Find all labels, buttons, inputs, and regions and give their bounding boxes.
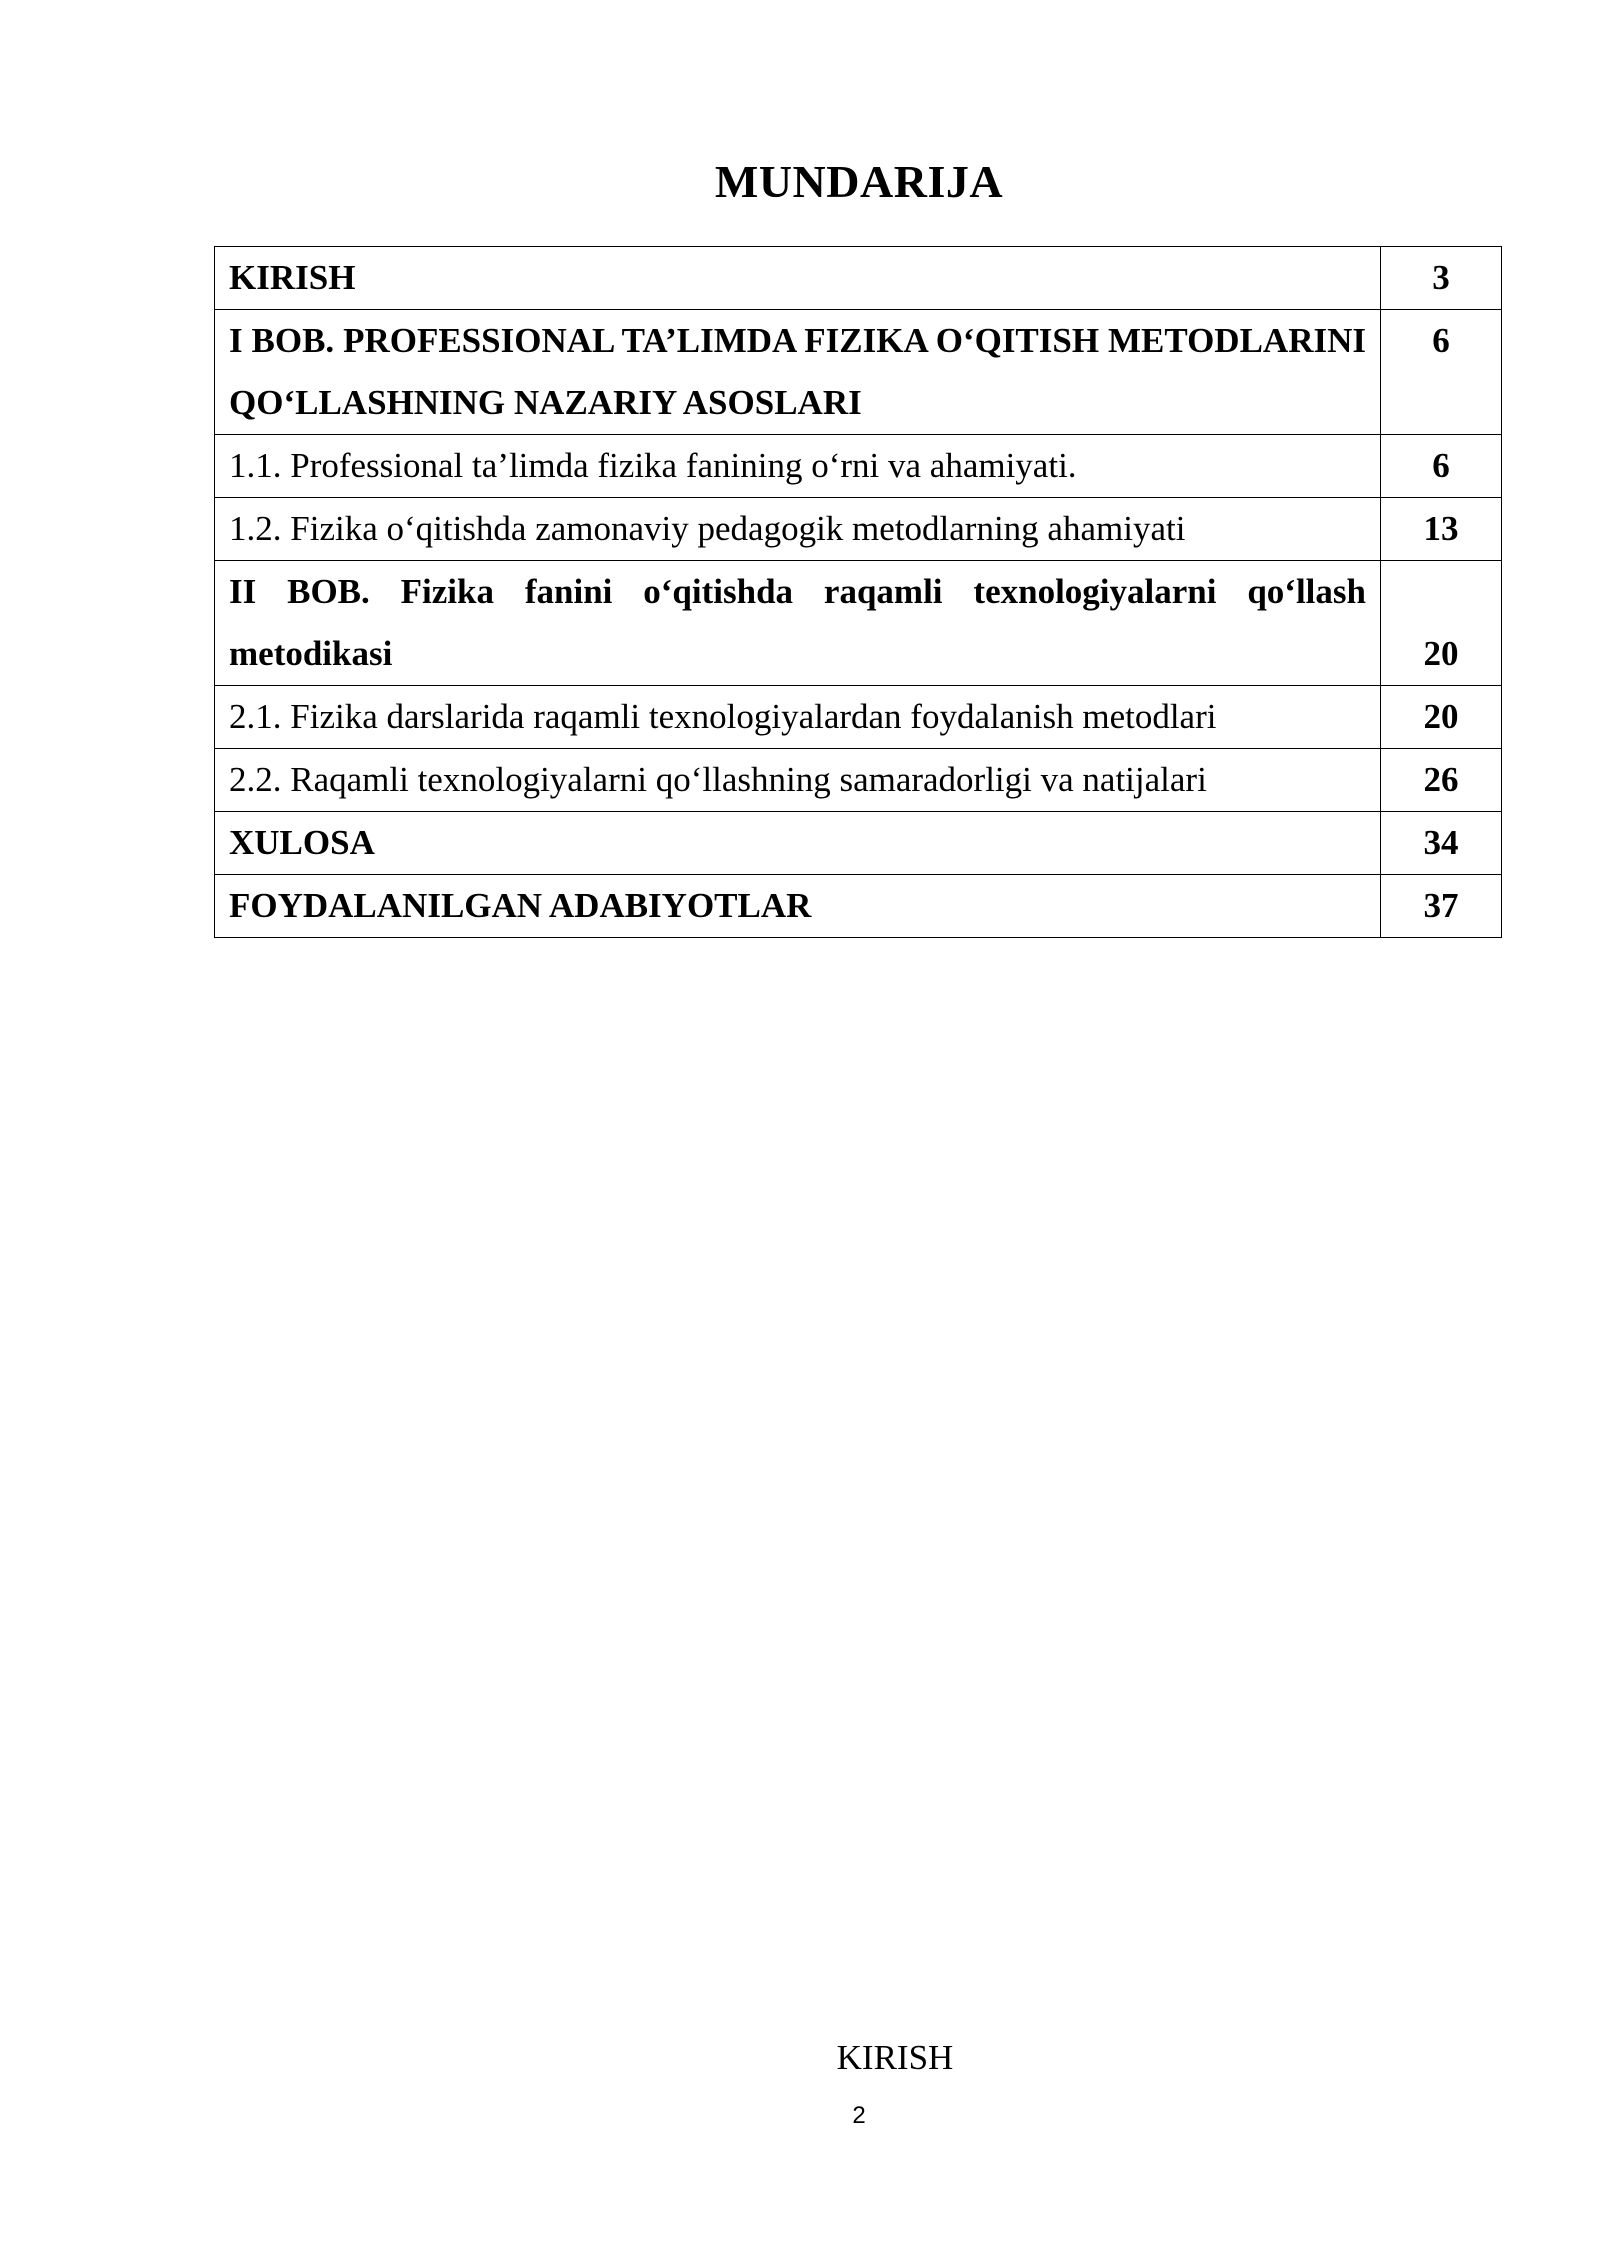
toc-entry-title: XULOSA xyxy=(215,812,1381,875)
page-number: 2 xyxy=(852,2102,866,2129)
toc-entry-page: 6 xyxy=(1381,435,1502,498)
toc-entry-page: 20 xyxy=(1381,561,1502,686)
next-section-heading: KIRISH xyxy=(836,2038,954,2077)
table-of-contents xyxy=(214,246,1502,938)
toc-row-section-2-1 xyxy=(215,686,1502,749)
toc-entry-title: 2.2. Raqamli texnologiyalarni qo‘llashning samaradorligi va natijalari xyxy=(215,749,1381,812)
toc-entry-page: 34 xyxy=(1381,812,1502,875)
toc-entry-page: 26 xyxy=(1381,749,1502,812)
toc-row-chapter-1 xyxy=(215,310,1502,435)
toc-row-chapter-2 xyxy=(215,561,1502,686)
toc-entry-page: 6 xyxy=(1381,310,1502,435)
toc-entry-page: 13 xyxy=(1381,498,1502,561)
toc-row-section-1-2 xyxy=(215,498,1502,561)
toc-entry-title: 1.2. Fizika o‘qitishda zamonaviy pedagogik metodlarning ahamiyati xyxy=(215,498,1381,561)
toc-row-references xyxy=(215,875,1502,938)
page-title: MUNDARIJA xyxy=(714,156,1004,207)
toc-entry-title: II BOB. Fizika fanini o‘qitishda raqamli texnologiyalarni qo‘llash metodikasi xyxy=(215,561,1381,686)
toc-row-xulosa xyxy=(215,812,1502,875)
toc-entry-page: 3 xyxy=(1381,247,1502,310)
toc-entry-title: KIRISH xyxy=(215,247,1381,310)
toc-entry-title: 1.1. Professional ta’limda fizika fanining o‘rni va ahamiyati. xyxy=(215,435,1381,498)
toc-entry-title: 2.1. Fizika darslarida raqamli texnologiyalardan foydalanish metodlari xyxy=(215,686,1381,749)
toc-entry-page: 20 xyxy=(1381,686,1502,749)
toc-row-kirish xyxy=(215,247,1502,310)
toc-row-section-2-2 xyxy=(215,749,1502,812)
toc-entry-title: I BOB. PROFESSIONAL TA’LIMDA FIZIKA O‘QITISH METODLARINI QO‘LLASHNING NAZARIY ASOSLARI xyxy=(215,310,1381,435)
toc-entry-title: FOYDALANILGAN ADABIYOTLAR xyxy=(215,875,1381,938)
toc-row-section-1-1 xyxy=(215,435,1502,498)
toc-entry-page: 37 xyxy=(1381,875,1502,938)
